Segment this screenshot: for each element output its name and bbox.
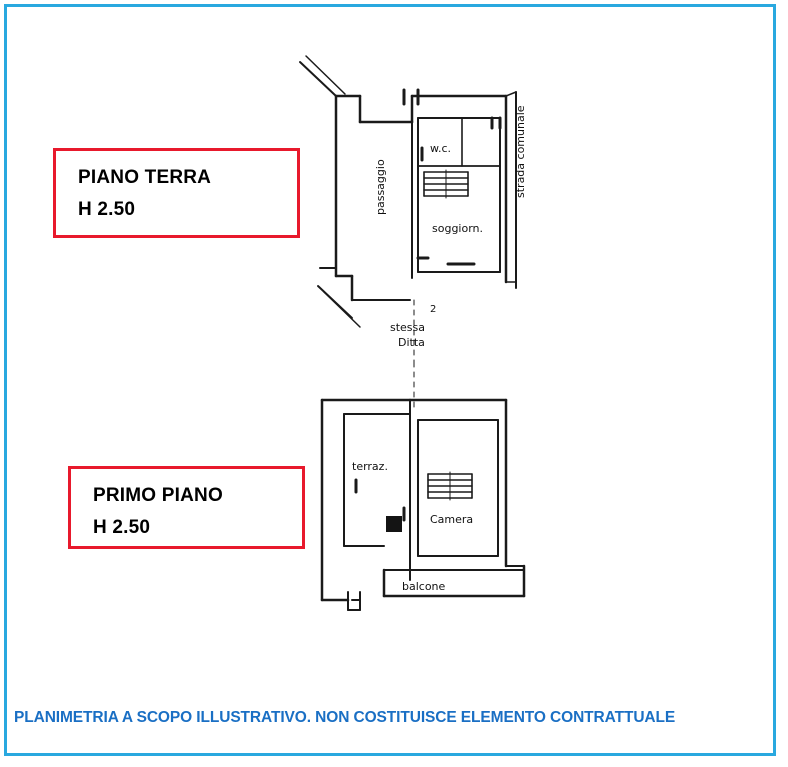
callout-primo-piano-title: PRIMO PIANO [93,485,223,506]
disclaimer-text: PLANIMETRIA A SCOPO ILLUSTRATIVO. NON COSTITUISCE ELEMENTO CONTRATTUALE [14,709,676,726]
label-mark-2: 2 [430,304,437,315]
callout-piano-terra-title: PIANO TERRA [78,167,212,188]
label-terrazza: terraz. [352,460,388,473]
callout-primo-piano-height: H 2.50 [93,517,151,538]
callout-piano-terra [53,148,300,238]
door-block-icon [386,516,402,532]
label-passaggio: passaggio [374,159,387,215]
label-strada-comunale: strada comunale [514,105,527,198]
label-camera: Camera [430,513,474,526]
label-soggiorno: soggiorn. [432,222,484,235]
label-stessa: stessa [390,321,426,334]
label-wc: w.c. [430,142,452,155]
callout-piano-terra-height: H 2.50 [78,199,136,220]
callout-primo-piano [68,466,305,549]
label-ditta: Ditta [398,336,425,349]
label-balcone: balcone [402,580,446,593]
